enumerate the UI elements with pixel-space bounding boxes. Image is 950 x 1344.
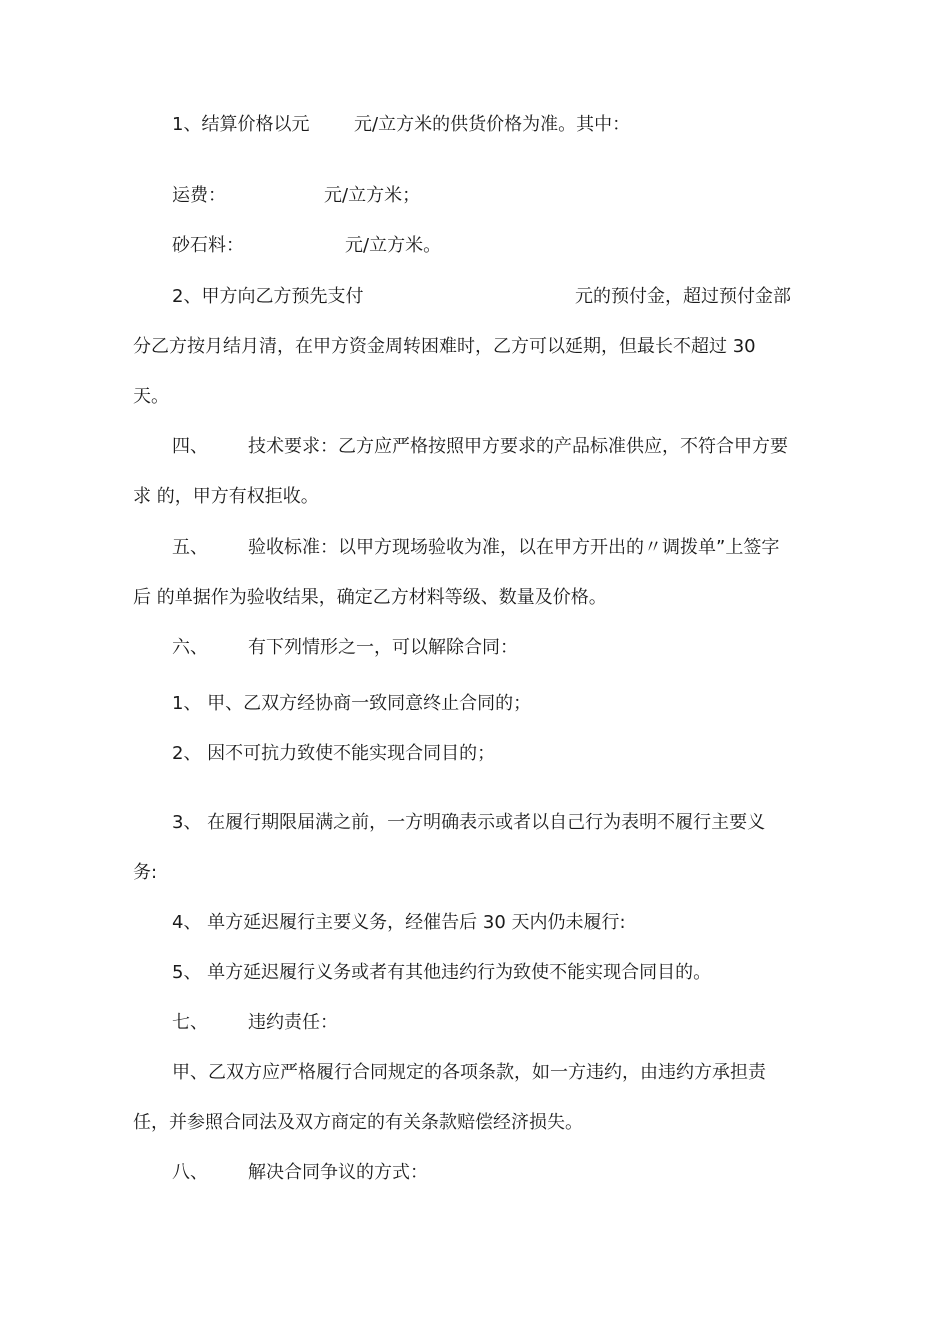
text-line: 后 的单据作为验收结果，确定乙方材料等级、数量及价格。 bbox=[133, 587, 607, 608]
text-line: 务: bbox=[133, 862, 158, 883]
text-line: 2、 因不可抗力致使不能实现合同目的； bbox=[172, 743, 496, 764]
text-line: 运费： bbox=[172, 185, 226, 206]
text-line: 解决合同争议的方式： bbox=[248, 1162, 428, 1183]
text-line: 求 的，甲方有权拒收。 bbox=[133, 486, 319, 507]
text-line: 有下列情形之一，可以解除合同： bbox=[248, 637, 518, 658]
text-line: 元/立方米； bbox=[324, 185, 421, 206]
section-number: 八、 bbox=[172, 1162, 208, 1183]
text-line: 任，并参照合同法及双方商定的有关条款赔偿经济损失。 bbox=[133, 1112, 583, 1133]
text-line: 4、 单方延迟履行主要义务，经催告后 30 天内仍未履行: bbox=[172, 912, 626, 933]
text-line: 技术要求：乙方应严格按照甲方要求的产品标准供应，不符合甲方要 bbox=[248, 436, 788, 457]
text-line: 元/立方米的供货价格为准。其中： bbox=[354, 114, 631, 135]
text-line: 违约责任： bbox=[248, 1012, 338, 1033]
text-line: 3、 在履行期限届满之前，一方明确表示或者以自己行为表明不履行主要义 bbox=[172, 812, 766, 833]
text-line: 2、甲方向乙方预先支付 bbox=[172, 286, 364, 307]
section-number: 七、 bbox=[172, 1012, 208, 1033]
text-line: 元/立方米。 bbox=[345, 235, 442, 256]
text-line: 5、 单方延迟履行义务或者有其他违约行为致使不能实现合同目的。 bbox=[172, 962, 712, 983]
text-line: 1、结算价格以元 bbox=[172, 114, 310, 135]
section-number: 六、 bbox=[172, 637, 208, 658]
text-line: 分乙方按月结月清，在甲方资金周转困难时，乙方可以延期，但最长不超过 30 bbox=[133, 336, 756, 357]
text-line: 天。 bbox=[133, 386, 169, 407]
text-line: 砂石料： bbox=[172, 235, 244, 256]
text-line: 验收标准：以甲方现场验收为准，以在甲方开出的〃调拨单”上签字 bbox=[248, 537, 780, 558]
text-line: 元的预付金，超过预付金部 bbox=[575, 286, 791, 307]
section-number: 四、 bbox=[172, 436, 208, 457]
section-number: 五、 bbox=[172, 537, 208, 558]
text-line: 甲、乙双方应严格履行合同规定的各项条款，如一方违约，由违约方承担责 bbox=[172, 1062, 766, 1083]
text-line: 1、 甲、乙双方经协商一致同意终止合同的； bbox=[172, 693, 532, 714]
